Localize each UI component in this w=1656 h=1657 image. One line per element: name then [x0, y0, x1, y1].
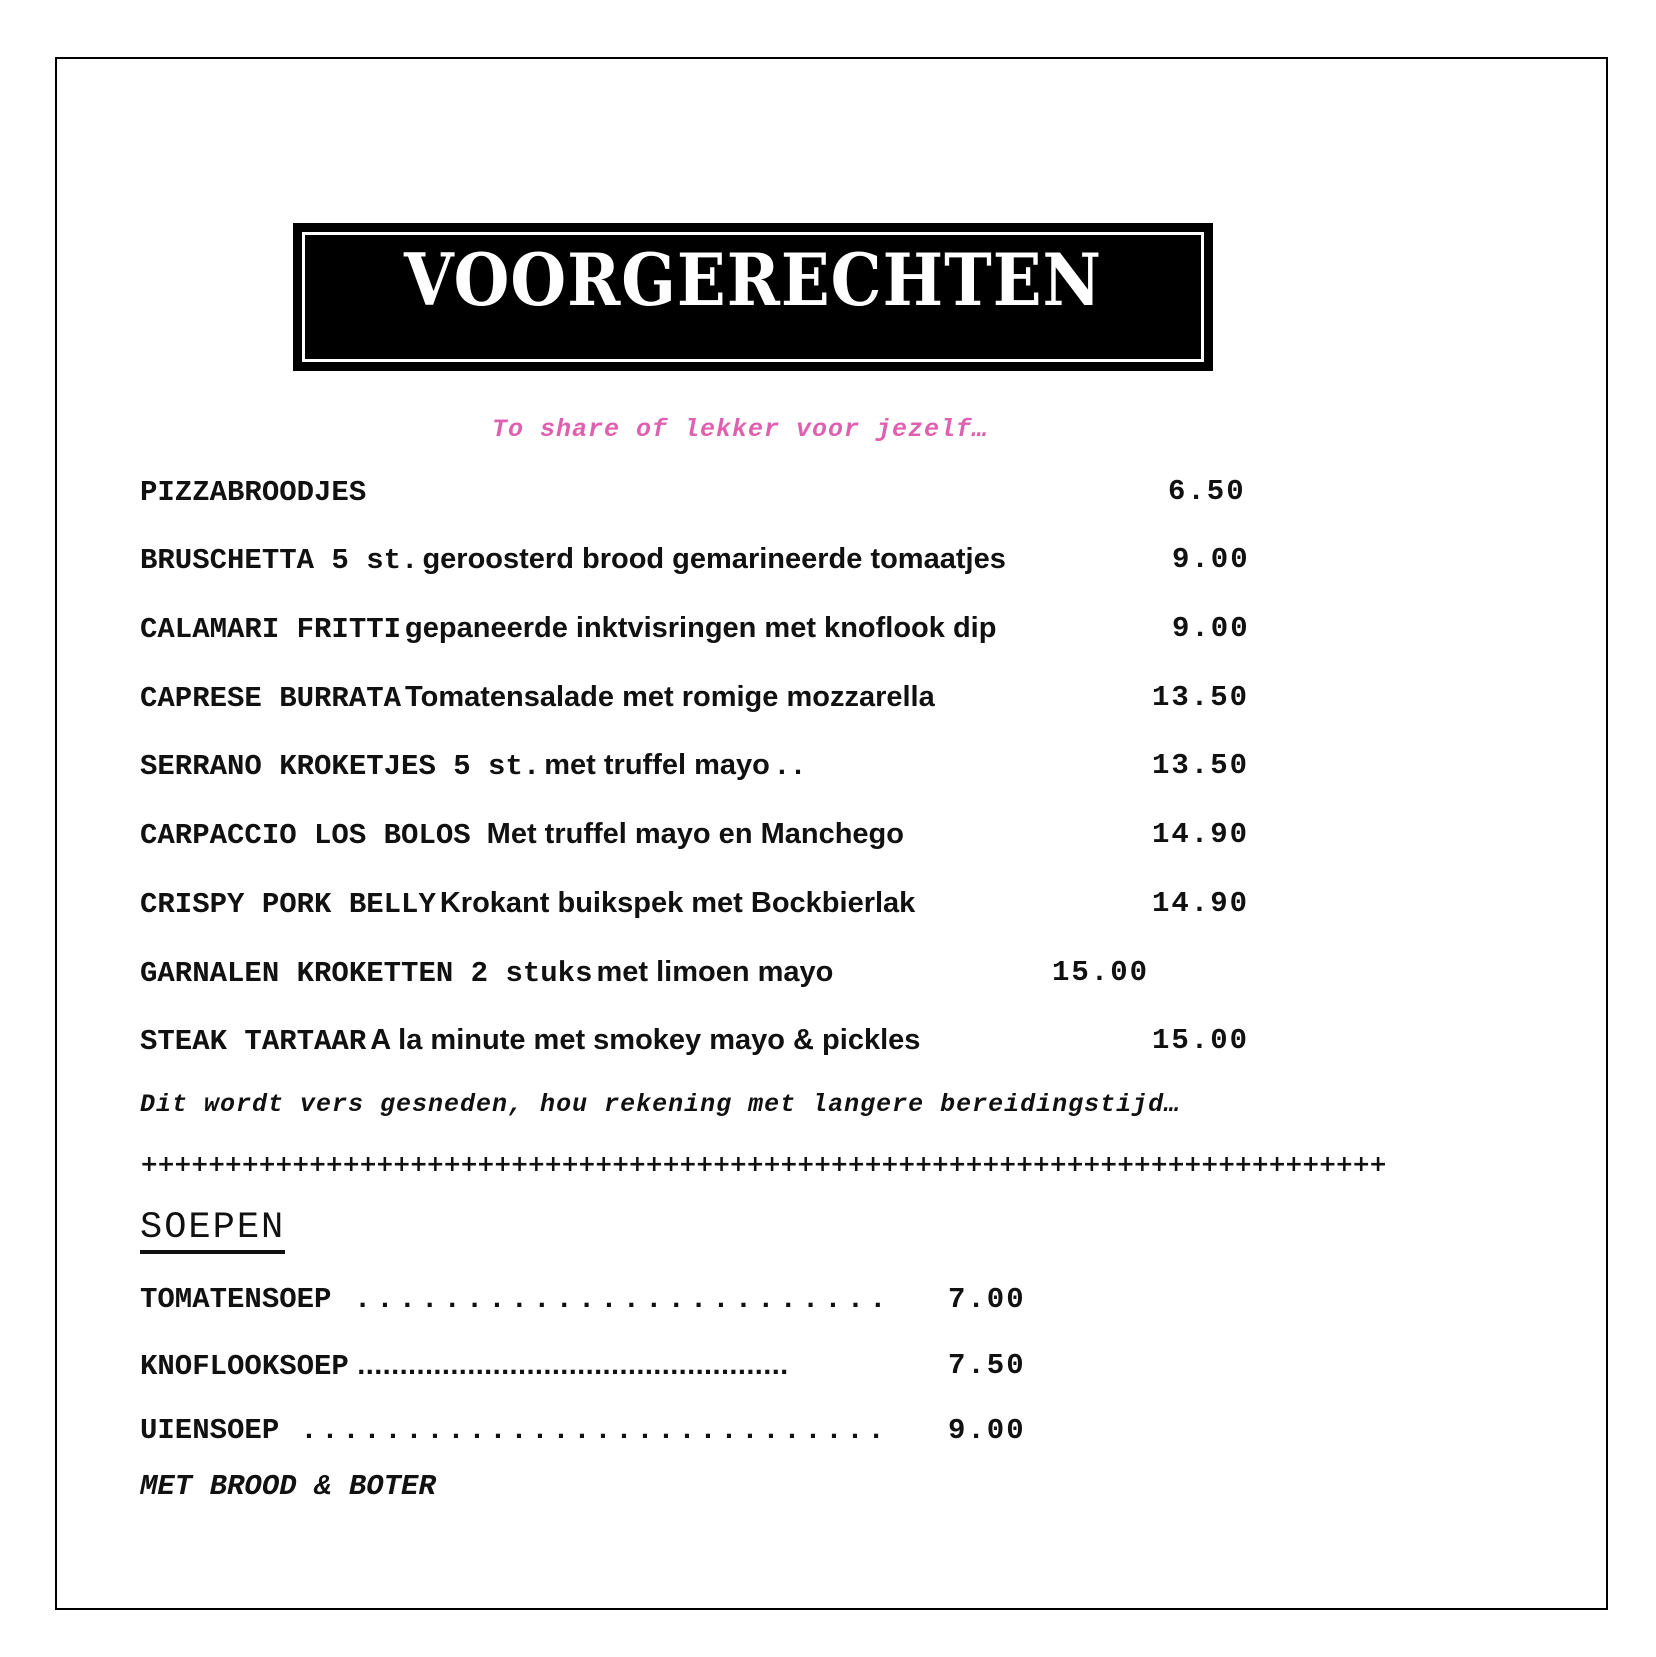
subtitle: To share of lekker voor jezelf…: [491, 415, 989, 444]
item-price: 15.00: [1152, 1024, 1250, 1057]
menu-item: [140, 818, 904, 858]
title-banner: [293, 223, 1213, 371]
item-price: 9.00: [1172, 612, 1250, 645]
soup-item: [140, 1414, 888, 1447]
soup-name: UIENSOEP: [140, 1414, 280, 1447]
menu-item: [140, 543, 1006, 583]
item-price: 6.50: [1168, 475, 1246, 508]
soups-footer-note: MET BROOD & BOTER: [140, 1470, 436, 1503]
soups-heading: SOEPEN: [140, 1208, 285, 1254]
item-name: CAPRESE BURRATA: [140, 682, 402, 715]
soup-price: 9.00: [948, 1414, 1026, 1447]
menu-item: [140, 956, 833, 996]
menu-item: [140, 749, 802, 789]
item-desc: Krokant buikspek met Bockbierlak: [439, 887, 916, 919]
item-name: GARNALEN KROKETTEN 2 stuks: [140, 957, 593, 990]
item-desc: geroosterd brood gemarineerde tomaatjes: [422, 543, 1006, 575]
item-desc: Met truffel mayo en Manchego: [486, 818, 904, 850]
item-price: 14.90: [1152, 887, 1250, 920]
menu-item: [140, 681, 935, 721]
item-name: SERRANO KROKETJES 5 st.: [140, 750, 541, 783]
item-name: BRUSCHETTA 5 st.: [140, 544, 419, 577]
item-desc: Tomatensalade met romige mozzarella: [405, 681, 935, 713]
soup-price: 7.00: [948, 1283, 1026, 1316]
item-name: STEAK TARTAAR: [140, 1025, 367, 1058]
soup-item: [140, 1283, 892, 1316]
item-name: PIZZABROODJES: [140, 476, 367, 509]
tartaar-note: Dit wordt vers gesneden, hou rekening met langere bereidingstijd…: [140, 1090, 1181, 1119]
menu-item: [140, 475, 366, 515]
soup-dots: ...................................................: [348, 1349, 789, 1381]
soup-name: TOMATENSOEP: [140, 1283, 332, 1316]
item-price: 15.00: [1052, 956, 1150, 989]
item-price: 13.50: [1152, 749, 1250, 782]
item-desc: met truffel mayo . .: [544, 749, 803, 781]
menu-item: [140, 887, 915, 927]
soup-item: [140, 1349, 789, 1383]
item-price: 9.00: [1172, 543, 1250, 576]
soup-dots: ........................: [331, 1283, 892, 1316]
item-desc: A la minute met smokey mayo & pickles: [370, 1024, 921, 1056]
soup-price: 7.50: [948, 1349, 1026, 1382]
item-desc: gepaneerde inktvisringen met knoflook dip: [405, 612, 997, 644]
item-price: 13.50: [1152, 681, 1250, 714]
item-name: CARPACCIO LOS BOLOS: [140, 819, 471, 852]
soup-dots: ............................: [279, 1414, 889, 1447]
item-desc: met limoen mayo: [596, 956, 834, 988]
separator-line: ++++++++++++++++++++++++++++++++++++++++++++++++++++++++++++++++++++++++++: [140, 1152, 1386, 1177]
menu-item: [140, 612, 996, 652]
item-name: CALAMARI FRITTI: [140, 613, 402, 646]
menu-item: [140, 1024, 920, 1064]
soup-name: KNOFLOOKSOEP: [140, 1350, 349, 1383]
item-price: 14.90: [1152, 818, 1250, 851]
item-name: CRISPY PORK BELLY: [140, 888, 436, 921]
page-title: VOORGERECHTEN: [404, 239, 1102, 323]
